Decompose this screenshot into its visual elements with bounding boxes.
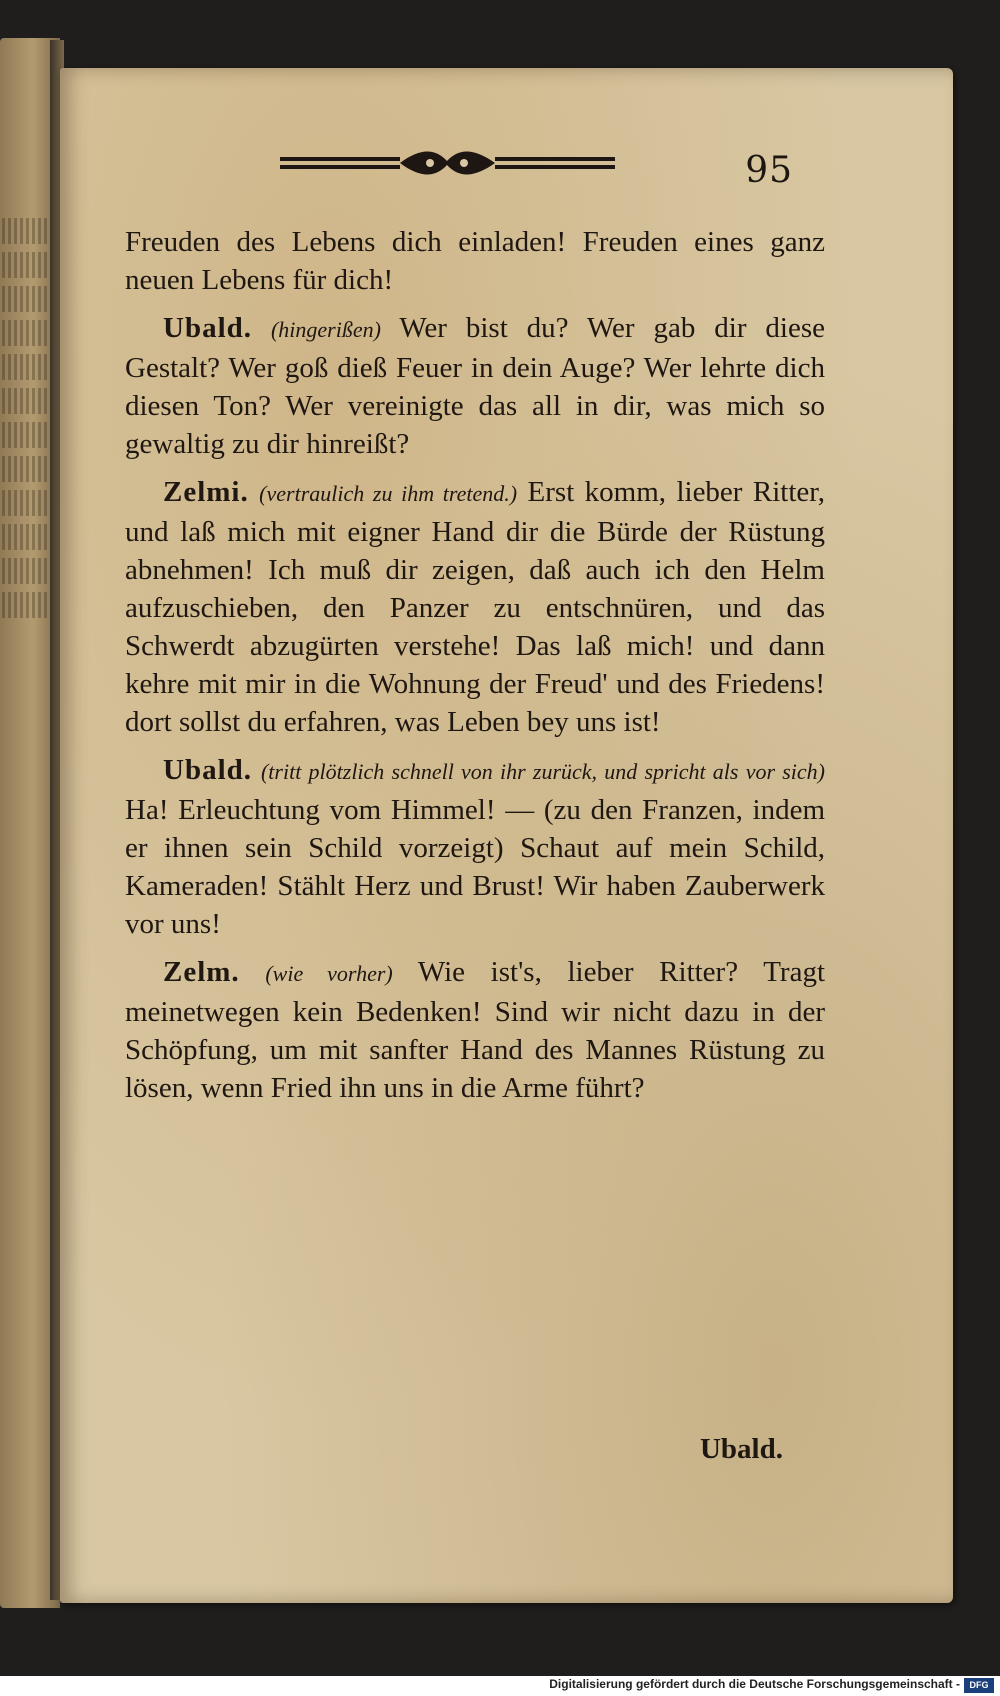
stage-direction: (vertraulich zu ihm tretend.) xyxy=(259,481,518,506)
edge-fragment xyxy=(2,218,48,244)
edge-fragment xyxy=(2,354,48,380)
edge-fragment xyxy=(2,456,48,482)
paragraph-text: Erst komm, lieber Ritter, und laß mich mit eigner Hand dir die Bürde der Rüstung abnehmen! Ich muß dir zeigen, daß auch ich den Helm aufzuschieben, den Panzer zu entschnüren, und das Schwerdt abzugürten verstehe! Das laß mich! und dann kehre mit mir in die Wohnung der Freud' und des Friedens! dort sollst du erfahren, was Leben bey uns ist! xyxy=(125,476,826,738)
edge-fragment xyxy=(2,320,48,346)
edge-fragment xyxy=(2,592,48,618)
edge-fragment xyxy=(2,252,48,278)
catchword: Ubald. xyxy=(699,1433,783,1465)
left-page-text-fragments xyxy=(2,218,48,626)
speaker-name: Ubald. xyxy=(163,312,253,344)
paragraph xyxy=(125,309,825,463)
funding-credit: Digitalisierung gefördert durch die Deutsche Forschungsgemeinschaft - xyxy=(549,1677,960,1691)
edge-fragment xyxy=(2,286,48,312)
stage-direction: (tritt plötzlich schnell von ihr zurück, und spricht als vor sich) xyxy=(260,759,825,784)
speaker-name: Zelm. xyxy=(163,956,240,988)
body-text xyxy=(125,223,825,1117)
paragraph-text: Wer bist du? Wer gab dir diese Gestalt? Wer goß dieß Feuer in dein Auge? Wer lehrte dich diesen Ton? Wer vereinigte das all in dir, was mich so gewaltig zu dir hinreißt? xyxy=(125,312,826,460)
dfg-logo-icon: DFG xyxy=(964,1678,994,1693)
paragraph-text: Ha! Erleuchtung vom Himmel! — (zu den Franzen, indem er ihnen sein Schild vorzeigt) Schaut auf mein Schild, Kameraden! Stählt Herz und Brust! Wir haben Zauberwerk vor uns! xyxy=(125,794,825,940)
speaker-name: Ubald. xyxy=(163,754,253,786)
paragraph xyxy=(125,953,825,1107)
paragraph-text: Wie ist's, lieber Ritter? Tragt meinetwegen kein Bedenken! Sind wir nicht dazu in der Schöpfung, um mit sanfter Hand des Mannes Rüstung zu lösen, wenn Fried ihn uns in die Arme führt? xyxy=(125,956,825,1104)
edge-fragment xyxy=(2,558,48,584)
edge-fragment xyxy=(2,490,48,516)
footer-bar xyxy=(0,1676,1000,1696)
stage-direction: (hingerißen) xyxy=(270,317,381,342)
edge-fragment xyxy=(2,524,48,550)
book-page xyxy=(60,68,953,1603)
speaker-name: Zelmi. xyxy=(163,476,249,508)
paragraph xyxy=(125,751,825,943)
stage-direction: (wie vorher) xyxy=(265,961,393,986)
header-ornament xyxy=(280,143,615,183)
paragraph-text: Freuden des Lebens dich einladen! Freuden eines ganz neuen Lebens für dich! xyxy=(125,226,825,296)
paragraph xyxy=(125,473,825,741)
paragraph xyxy=(125,223,825,299)
page-number: 95 xyxy=(745,150,793,191)
edge-fragment xyxy=(2,422,48,448)
edge-fragment xyxy=(2,388,48,414)
